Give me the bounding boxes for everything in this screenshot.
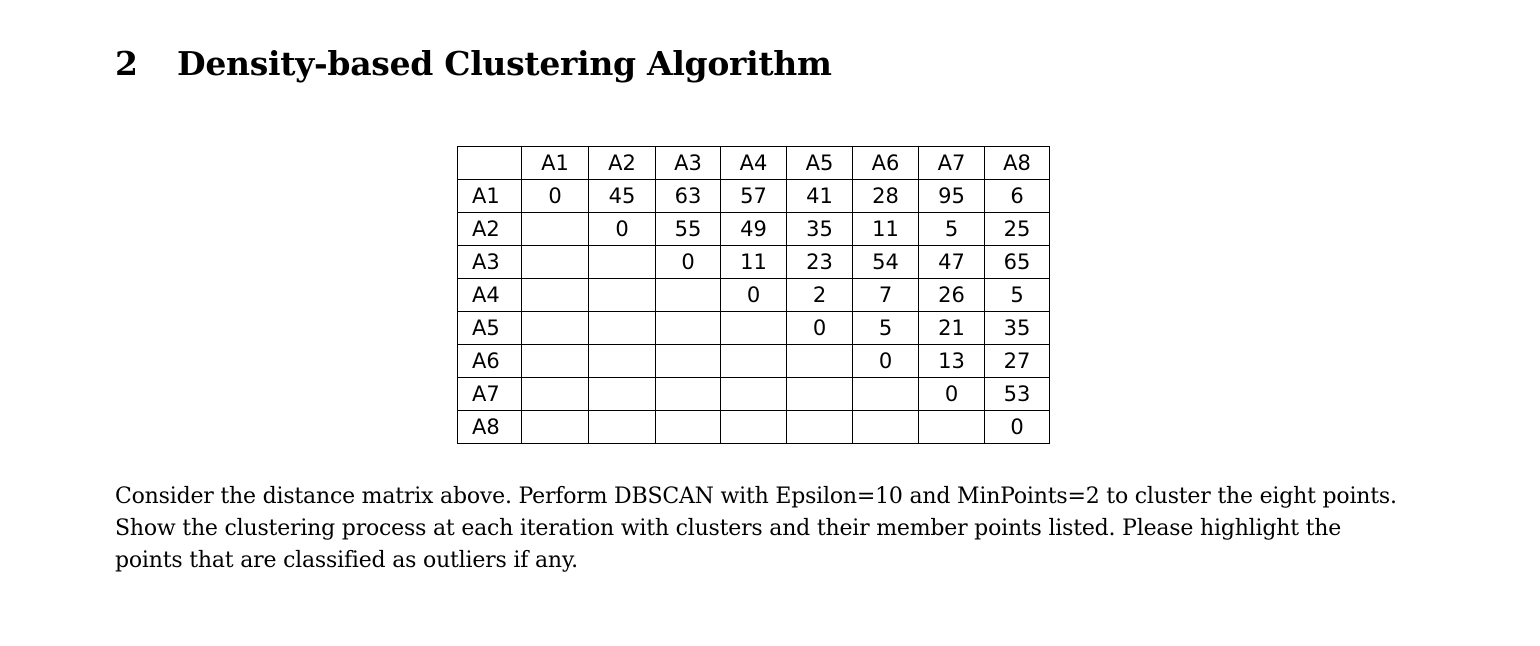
matrix-cell xyxy=(522,411,589,444)
matrix-cell xyxy=(656,312,721,345)
matrix-row xyxy=(458,312,1050,345)
column-header: A3 xyxy=(656,147,721,180)
matrix-cell: 5 xyxy=(853,312,919,345)
matrix-cell xyxy=(522,213,589,246)
matrix-cell: 26 xyxy=(919,279,985,312)
matrix-cell: 28 xyxy=(853,180,919,213)
matrix-cell: 54 xyxy=(853,246,919,279)
matrix-cell: 7 xyxy=(853,279,919,312)
matrix-cell xyxy=(656,279,721,312)
problem-statement: Consider the distance matrix above. Perform DBSCAN with Epsilon=10 and MinPoints=2 to cluster the eight points. Show the clustering process at each iteration with clusters and their member points listed. Please highlight the points that are classified as outliers if any. xyxy=(115,484,1397,573)
matrix-cell: 53 xyxy=(985,378,1050,411)
column-header: A2 xyxy=(589,147,656,180)
row-header: A1 xyxy=(458,180,522,213)
column-header: A6 xyxy=(853,147,919,180)
matrix-cell xyxy=(656,411,721,444)
matrix-cell xyxy=(522,378,589,411)
matrix-row xyxy=(458,180,1050,213)
matrix-cell xyxy=(522,312,589,345)
matrix-cell: 21 xyxy=(919,312,985,345)
matrix-cell: 35 xyxy=(985,312,1050,345)
matrix-corner-cell xyxy=(458,147,522,180)
matrix-cell: 0 xyxy=(853,345,919,378)
matrix-cell: 41 xyxy=(787,180,853,213)
matrix-cell: 6 xyxy=(985,180,1050,213)
matrix-cell xyxy=(522,345,589,378)
matrix-row xyxy=(458,378,1050,411)
matrix-cell: 0 xyxy=(589,213,656,246)
matrix-cell: 5 xyxy=(919,213,985,246)
matrix-cell: 0 xyxy=(985,411,1050,444)
row-header: A8 xyxy=(458,411,522,444)
matrix-row xyxy=(458,213,1050,246)
matrix-cell: 57 xyxy=(721,180,787,213)
matrix-cell xyxy=(919,411,985,444)
column-header: A5 xyxy=(787,147,853,180)
matrix-cell xyxy=(787,378,853,411)
matrix-cell: 25 xyxy=(985,213,1050,246)
column-header: A7 xyxy=(919,147,985,180)
matrix-row xyxy=(458,246,1050,279)
matrix-cell xyxy=(656,378,721,411)
matrix-cell: 49 xyxy=(721,213,787,246)
matrix-cell xyxy=(589,279,656,312)
section-title: Density-based Clustering Algorithm xyxy=(177,44,832,83)
matrix-cell xyxy=(589,345,656,378)
matrix-cell: 0 xyxy=(787,312,853,345)
column-header: A4 xyxy=(721,147,787,180)
matrix-row xyxy=(458,345,1050,378)
matrix-row xyxy=(458,411,1050,444)
matrix-cell xyxy=(656,345,721,378)
distance-matrix-table xyxy=(457,146,1050,444)
matrix-cell: 13 xyxy=(919,345,985,378)
matrix-cell xyxy=(853,411,919,444)
matrix-cell xyxy=(522,246,589,279)
matrix-header-row xyxy=(458,147,1050,180)
matrix-cell: 0 xyxy=(522,180,589,213)
matrix-cell xyxy=(787,411,853,444)
matrix-cell xyxy=(721,345,787,378)
matrix-cell: 55 xyxy=(656,213,721,246)
matrix-cell xyxy=(589,312,656,345)
matrix-cell: 0 xyxy=(656,246,721,279)
matrix-cell: 0 xyxy=(721,279,787,312)
matrix-cell xyxy=(853,378,919,411)
matrix-row xyxy=(458,279,1050,312)
section-heading xyxy=(115,40,832,88)
matrix-cell: 11 xyxy=(853,213,919,246)
matrix-cell: 23 xyxy=(787,246,853,279)
row-header: A6 xyxy=(458,345,522,378)
row-header: A5 xyxy=(458,312,522,345)
matrix-cell xyxy=(721,312,787,345)
matrix-cell: 45 xyxy=(589,180,656,213)
row-header: A2 xyxy=(458,213,522,246)
row-header: A4 xyxy=(458,279,522,312)
matrix-cell xyxy=(589,411,656,444)
matrix-cell xyxy=(787,345,853,378)
matrix-cell: 65 xyxy=(985,246,1050,279)
matrix-cell xyxy=(721,378,787,411)
matrix-cell: 5 xyxy=(985,279,1050,312)
column-header: A8 xyxy=(985,147,1050,180)
section-number: 2 xyxy=(115,44,138,83)
row-header: A7 xyxy=(458,378,522,411)
matrix-cell xyxy=(522,279,589,312)
row-header: A3 xyxy=(458,246,522,279)
matrix-cell: 0 xyxy=(919,378,985,411)
column-header: A1 xyxy=(522,147,589,180)
matrix-cell: 95 xyxy=(919,180,985,213)
matrix-cell: 2 xyxy=(787,279,853,312)
matrix-cell xyxy=(589,246,656,279)
matrix-cell: 35 xyxy=(787,213,853,246)
matrix-cell: 27 xyxy=(985,345,1050,378)
matrix-cell: 63 xyxy=(656,180,721,213)
matrix-cell: 47 xyxy=(919,246,985,279)
matrix-cell xyxy=(721,411,787,444)
matrix-cell xyxy=(589,378,656,411)
matrix-cell: 11 xyxy=(721,246,787,279)
